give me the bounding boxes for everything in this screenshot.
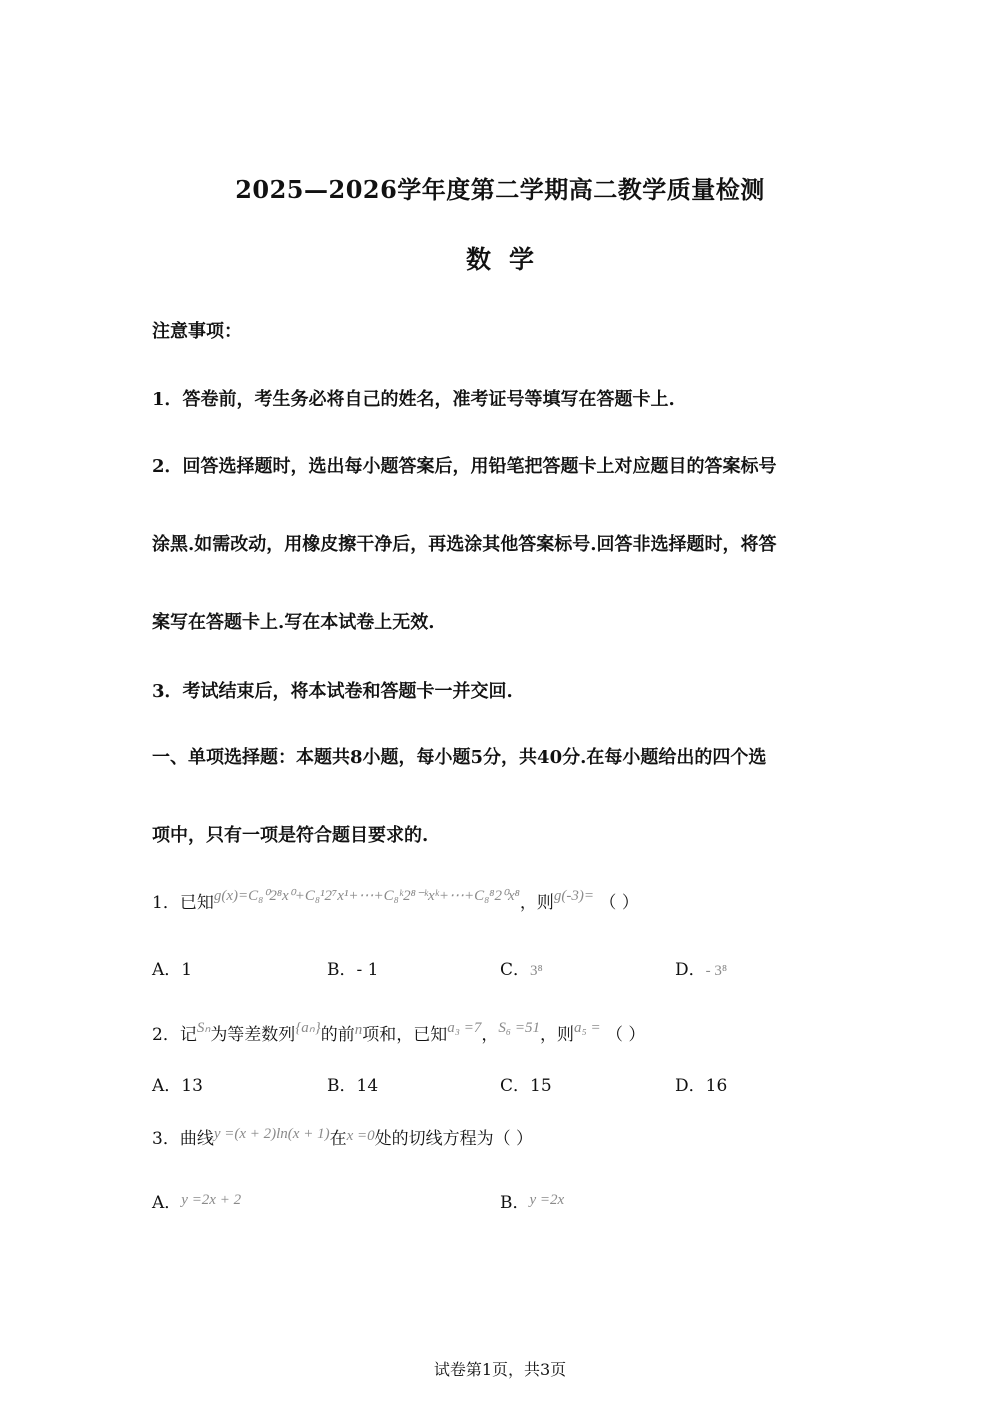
q2-option-d — [675, 1071, 727, 1096]
option-value: 3⁸ — [530, 963, 543, 979]
option-value: y =2x + 2 — [181, 1192, 242, 1208]
q3-text: 在 — [329, 1129, 347, 1149]
q2-text: ，则 — [539, 1025, 574, 1045]
q2-s6: S₆ =51 — [498, 1020, 540, 1036]
section-1-line-1: 一、单项选择题：本题共8小题，每小题5分，共40分.在每小题给出的四个选 — [152, 747, 767, 768]
option-value: - 1 — [356, 960, 379, 980]
option-label: B． — [327, 960, 357, 980]
q2-option-b — [327, 1071, 378, 1096]
q3-prefix: 3．曲线 — [152, 1129, 214, 1149]
q1-formula: g(x)=C₈⁰2⁸x⁰+C₈¹2⁷x¹+⋯+C₈ᵏ2⁸⁻ᵏxᵏ+⋯+C₈⁸2⁰x⁸ — [213, 888, 520, 904]
q1-option-c — [500, 955, 543, 980]
option-value: - 3⁸ — [705, 963, 728, 979]
q2-text: 项和，已知 — [362, 1025, 448, 1045]
option-label: D． — [675, 1076, 706, 1096]
notes-heading: 注意事项： — [152, 321, 242, 342]
q3-curve: y =(x + 2)ln(x + 1) — [213, 1126, 330, 1142]
option-value: 13 — [181, 1076, 203, 1096]
q2-sn: Sₙ — [196, 1020, 211, 1036]
q2-a5: a₅ = — [573, 1020, 601, 1036]
option-label: C． — [500, 960, 531, 980]
q3-option-b — [500, 1188, 564, 1213]
note-item-2-line-3: 案写在答题卡上.写在本试卷上无效. — [152, 612, 435, 633]
q2-text: ， — [481, 1025, 499, 1045]
option-label: A． — [152, 960, 182, 980]
option-value: 15 — [530, 1076, 552, 1096]
q2-answer-blank: （ ） — [605, 1025, 646, 1045]
q2-prefix: 2．记 — [152, 1025, 197, 1045]
question-3 — [152, 1124, 533, 1149]
subject-title: 数学 — [465, 245, 552, 274]
option-value: 16 — [705, 1076, 728, 1096]
q1-option-b — [327, 955, 378, 980]
note-item-2-line-1: 2．回答选择题时，选出每小题答案后，用铅笔把答题卡上对应题目的答案标号 — [152, 456, 777, 477]
note-item-1: 1．答卷前，考生务必将自己的姓名，准考证号等填写在答题卡上. — [152, 389, 675, 410]
q3-option-a — [152, 1188, 241, 1213]
q2-text: 为等差数列 — [210, 1025, 296, 1045]
section-1-line-2: 项中，只有一项是符合题目要求的. — [152, 825, 429, 846]
exam-title: 2025—2026学年度第二学期高二教学质量检测 — [235, 175, 765, 204]
q2-a3: a₃ =7 — [447, 1020, 482, 1036]
q1-mid: ，则 — [519, 893, 554, 913]
q2-n: n — [354, 1022, 363, 1038]
option-label: A． — [152, 1193, 182, 1213]
q2-text: 的前 — [320, 1025, 355, 1045]
q3-text: 处的切线方程为（ ） — [374, 1129, 534, 1149]
option-label: A． — [152, 1076, 182, 1096]
q2-option-a — [152, 1071, 203, 1096]
option-value: 1 — [181, 960, 193, 980]
q2-option-c — [500, 1071, 552, 1096]
q1-answer-blank: （ ） — [599, 893, 639, 913]
question-1 — [152, 888, 639, 913]
option-value: 14 — [356, 1076, 379, 1096]
q1-formula-2: g(-3)= — [553, 888, 595, 904]
option-label: D． — [675, 960, 706, 980]
q3-x0: x =0 — [346, 1128, 375, 1144]
question-2 — [152, 1020, 645, 1045]
option-label: B． — [327, 1076, 357, 1096]
option-value: y =2x — [529, 1192, 565, 1208]
note-item-3: 3．考试结束后，将本试卷和答题卡一并交回. — [152, 681, 513, 702]
note-item-2-line-2: 涂黑.如需改动，用橡皮擦干净后，再选涂其他答案标号.回答非选择题时，将答 — [152, 534, 777, 555]
option-label: B． — [500, 1193, 530, 1213]
page-footer: 试卷第1页，共3页 — [433, 1360, 567, 1379]
q1-prefix: 1．已知 — [152, 893, 214, 913]
option-label: C． — [500, 1076, 531, 1096]
q2-an: {aₙ} — [295, 1020, 321, 1036]
q1-option-a — [152, 955, 192, 980]
q1-option-d — [675, 955, 727, 980]
